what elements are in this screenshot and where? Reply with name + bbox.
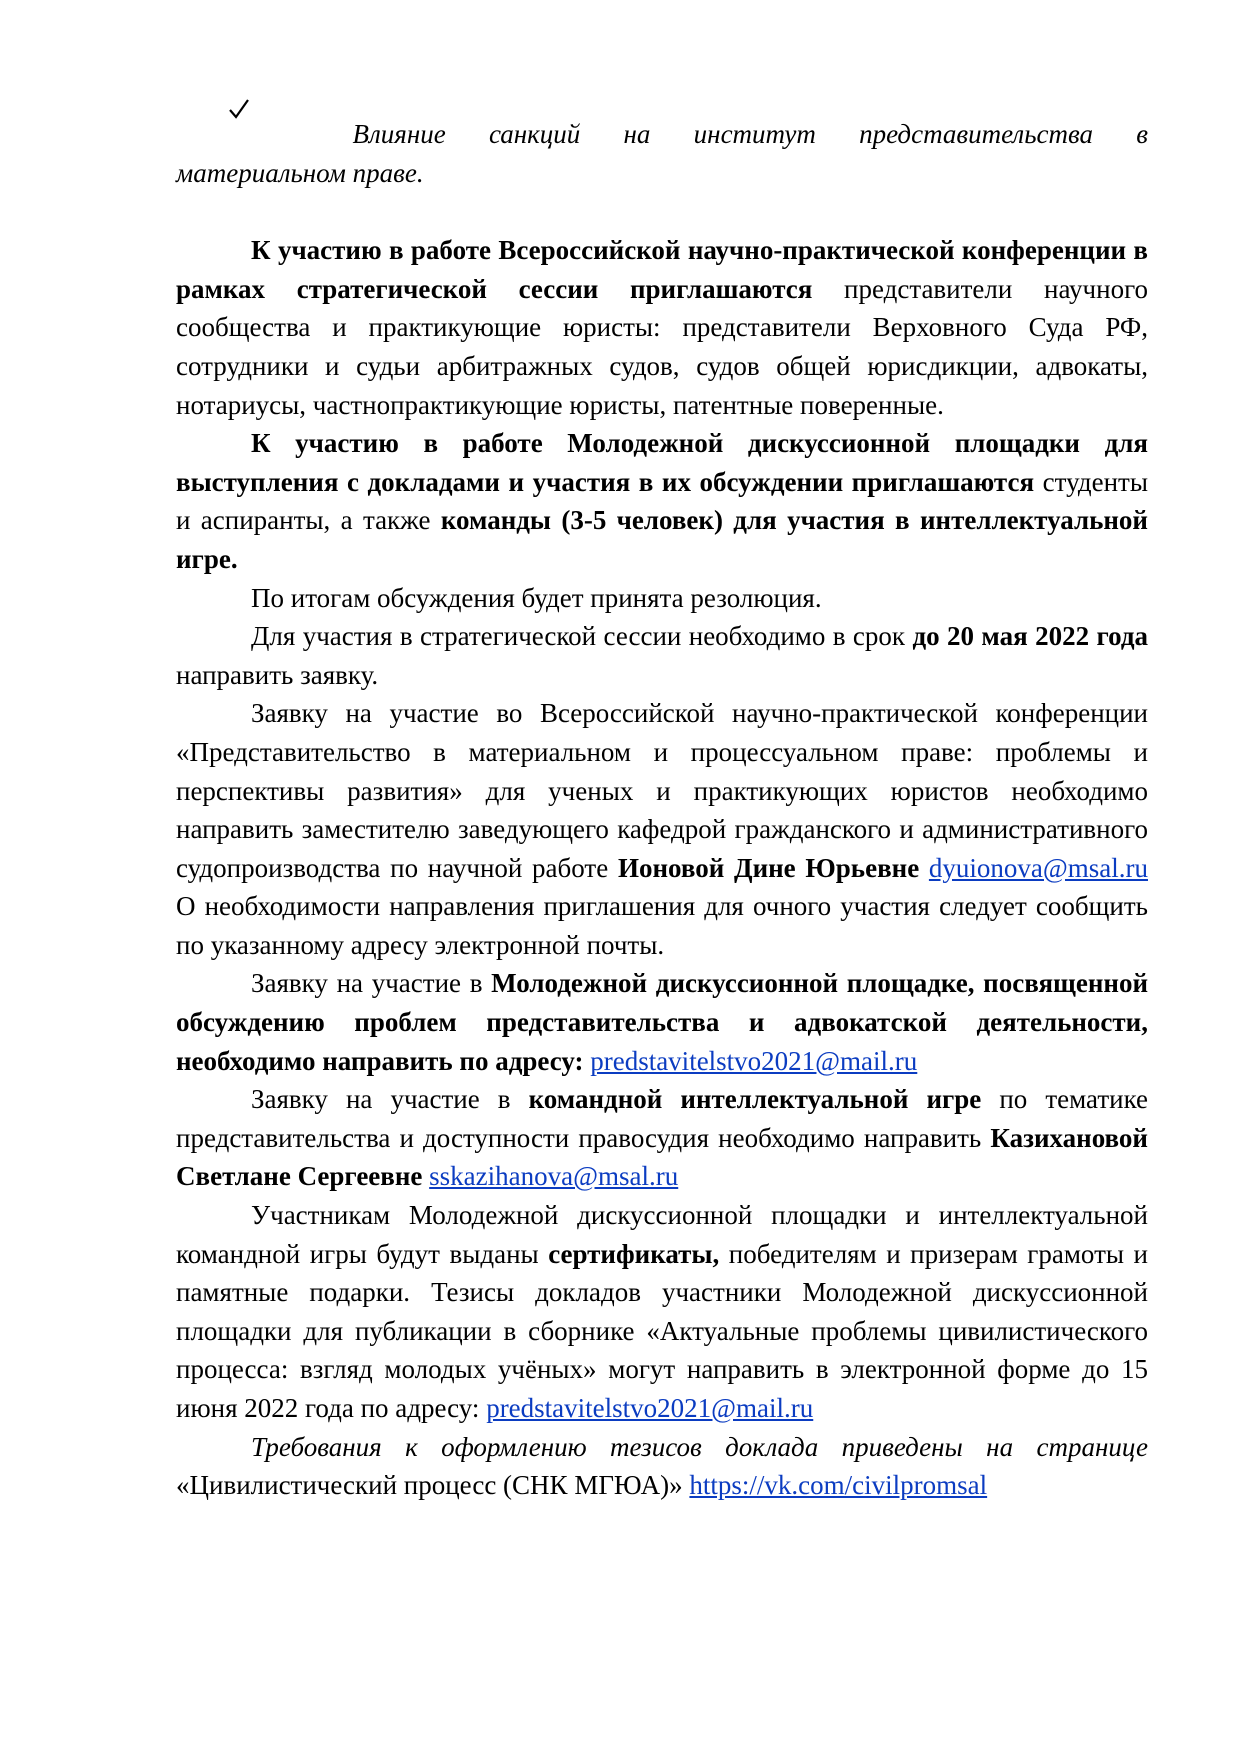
bullet-word: институт <box>693 119 816 149</box>
bullet-word: Влияние <box>352 119 446 149</box>
bullet-word: на <box>623 119 651 149</box>
bullet-item-line1 <box>176 115 1148 154</box>
paragraph-resolution: По итогам обсуждения будет принята резолюция. <box>251 582 822 613</box>
paragraph-deadline: Для участия в стратегической сессии необходимо в срок до 20 мая 2022 года направить заявку. <box>176 621 1148 690</box>
paragraph-conference-application: Заявку на участие во Всероссийской научно-практической конференции «Представительство в материальном и процессуальном праве: проблемы и перспективы развития» для ученых и практикующих юристов необходимо направить заместителю заведующего кафедрой гражданского и административного судопроизводства по научной работе Ионовой Дине Юрьевне dyuionova@msal.ru О необходимости направления приглашения для очного участия следует сообщить по указанному адресу электронной почты. <box>176 698 1148 960</box>
bullet-item-line2: материальном праве. <box>176 157 424 188</box>
vk-page-link[interactable]: https://vk.com/civilpromsal <box>689 1470 988 1501</box>
paragraph-certificates: Участникам Молодежной дискуссионной площадки и интеллектуальной командной игры будут выданы сертификаты, победителям и призерам грамоты и памятные подарки. Тезисы докладов участники Молодежной дискуссионной площадки для публикации в сборнике «Актуальные проблемы цивилистического процесса: взгляд молодых учёных» могут направить в электронной форме до 15 июня 2022 года по адресу: predstavitelstvo2021@mail.ru <box>176 1200 1148 1423</box>
bullet-word: санкций <box>488 119 581 149</box>
email-link-kazihanova[interactable]: sskazihanova@msal.ru <box>429 1161 679 1192</box>
paragraph-conference-participants: К участию в работе Всероссийской научно-практической конференции в рамках стратегической сессии приглашаются представители научного сообщества и практикующие юристы: представители Верховного Суда РФ, сотрудники и судьи арбитражных судов, судов общей юрисдикции, адвокаты, нотариусы, частнопрактикующие юристы, патентные поверенные. <box>176 235 1148 420</box>
bullet-word: в <box>1136 119 1148 149</box>
email-link-ionova[interactable]: dyuionova@msal.ru <box>928 852 1148 883</box>
paragraph-youth-application: Заявку на участие в Молодежной дискуссионной площадке, посвященной обсуждению проблем представительства и адвокатской деятельности, необходимо направить по адресу: predstavitelstvo2021@mail.ru <box>176 968 1148 1076</box>
email-link-theses[interactable]: predstavitelstvo2021@mail.ru <box>486 1393 814 1423</box>
paragraph-requirements: Требования к оформлению тезисов доклада приведены на странице «Цивилистический процесс (СНК МГЮА)» https://vk.com/civilpromsal <box>176 1431 1148 1501</box>
document-page <box>176 115 1148 1505</box>
email-link-predstavitelstvo[interactable]: predstavitelstvo2021@mail.ru <box>590 1045 918 1076</box>
paragraph-game-application: Заявку на участие в командной интеллектуальной игре по тематике представительства и доступности правосудия необходимо направить Казихановой Светлане Сергеевне sskazihanova@msal.ru <box>176 1084 1149 1192</box>
bullet-word: представительства <box>859 119 1093 149</box>
paragraph-youth-platform: К участию в работе Молодежной дискуссионной площадки для выступления с докладами и участия в их обсуждении приглашаются студенты и аспиранты, а также команды (3-5 человек) для участия в интеллектуальной игре. <box>176 428 1148 574</box>
